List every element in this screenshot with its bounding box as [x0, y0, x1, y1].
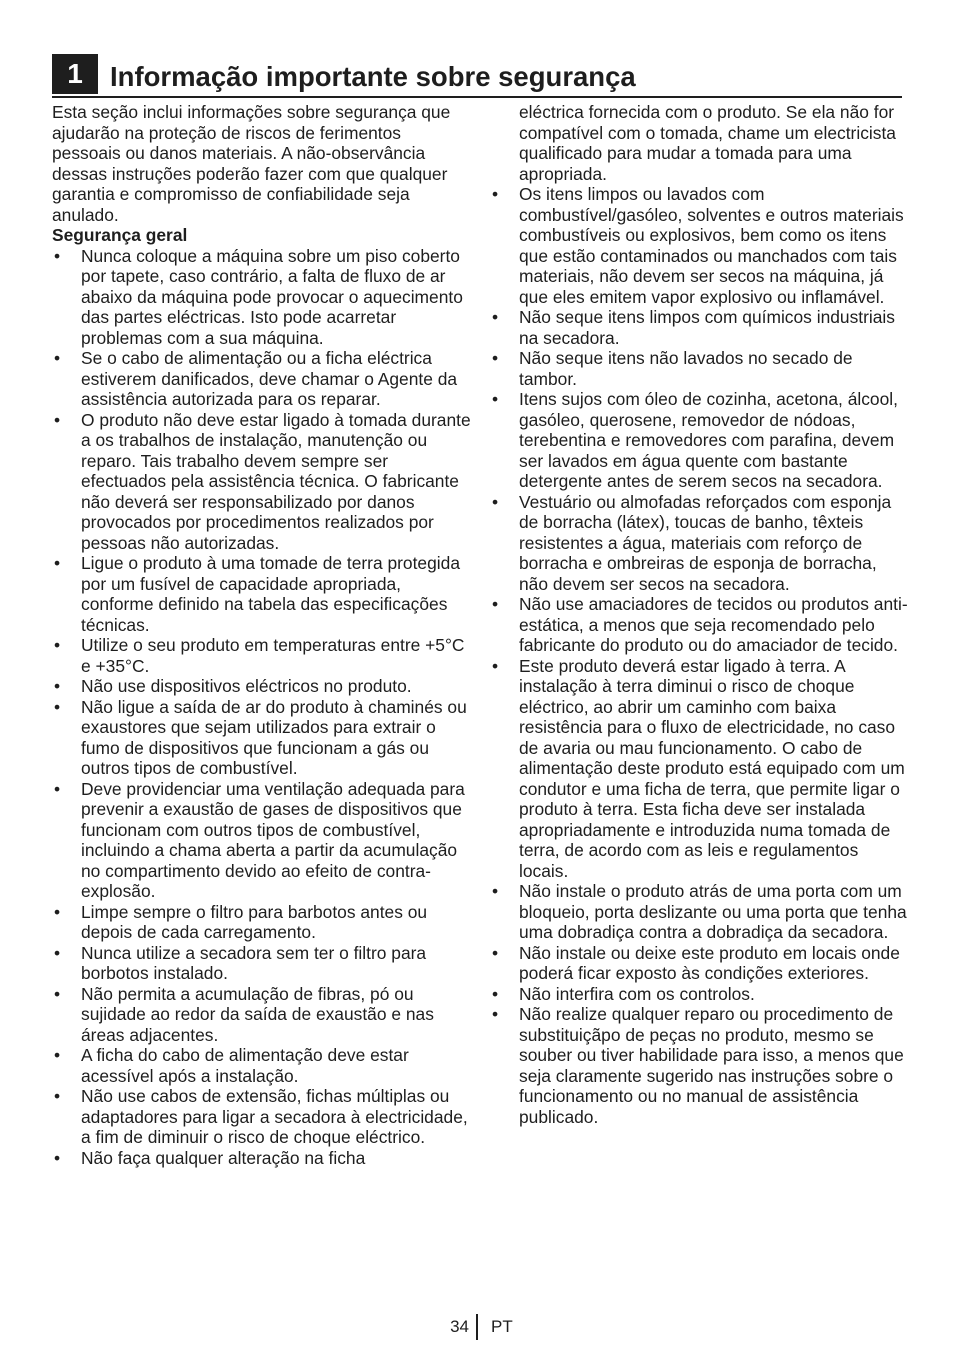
list-item: • Não ligue a saída de ar do produto à chaminés ou exaustores que sejam utilizados para extrair o fumo de dispositivos que funcionam a gás ou outros tipos de combustível.	[52, 697, 472, 779]
list-item: • Nunca coloque a máquina sobre um piso coberto por tapete, caso contrário, a falta de fluxo de ar abaixo da máquina pode provocar o aquecimento das partes eléctricas. Isto pode acarretar problemas com a sua máquina.	[52, 246, 472, 349]
list-item: • Os itens limpos ou lavados com combustível/gasóleo, solventes e outros materiais combustíveis ou explosivos, bem como os itens que estão contaminados ou manchados com tais materiais, não devem ser secos na máquina, já que eles emitem vapor explosivo ou inflamável.	[490, 184, 908, 307]
right-bullet-list	[490, 184, 908, 1127]
section-title: Informação importante sobre segurança	[110, 61, 636, 92]
intro-paragraph: Esta seção inclui informações sobre segurança que ajudarão na proteção de riscos de ferimentos pessoais ou danos materiais. A não-observância dessas instruções poderão fazer com que qualquer garantia e compromisso de confiabilidade seja anulado.	[52, 102, 451, 225]
page-number: 34	[450, 1317, 469, 1336]
list-item: • Ligue o produto à uma tomade de terra protegida por um fusível de capacidade apropriada, conforme definido na tabela das especificações técnicas.	[52, 553, 472, 635]
left-column	[52, 102, 472, 1168]
list-item-continuation: eléctrica fornecida com o produto. Se ela não for compatível com o tomada, chame um electricista qualificado para mudar a tomada para uma apropriada.	[519, 102, 896, 184]
list-item: • Itens sujos com óleo de cozinha, acetona, álcool, gasóleo, querosene, removedor de nódoas, terebentina e removedores com parafina, devem ser lavados em água quente com bastante detergente antes de serem secos na secadora.	[490, 389, 908, 492]
list-item: • O produto não deve estar ligado à tomada durante a os trabalhos de instalação, manutenção ou reparo. Tais trabalho devem sempre ser efectuados pela assistência técnica. O fabricante não deverá ser responsabilizado por danos provocados por procedimentos realizados por pessoas não autorizadas.	[52, 410, 472, 554]
section-number-badge: 1	[52, 54, 98, 94]
list-item: • Não seque itens limpos com químicos industriais na secadora.	[490, 307, 908, 348]
list-item: • Não instale ou deixe este produto em locais onde poderá ficar exposto às condições exteriores.	[490, 943, 908, 984]
list-item: • Vestuário ou almofadas reforçados com esponja de borracha (látex), toucas de banho, têxteis resistentes a água, materiais com reforço de borracha e ombreiras de esponja de borracha, não devem ser secos na secadora.	[490, 492, 908, 595]
list-item: • Não permita a acumulação de fibras, pó ou sujidade ao redor da saída de exaustão e nas áreas adjacentes.	[52, 984, 472, 1046]
list-item: • Não interfira com os controlos.	[490, 984, 908, 1005]
section-header	[52, 54, 902, 98]
right-column	[490, 102, 908, 1127]
list-item: • Este produto deverá estar ligado à terra. A instalação à terra diminui o risco de choque eléctrico, ao abrir um caminho com baixa resistência para o fluxo de electricidade, no caso de avaria ou mau funcionamento. O cabo de alimentação deste produto está equipado com um condutor e uma ficha de terra, que permite ligar o produto à terra. Esta ficha deve ser instalada apropriadamente e introduzida numa tomada de terra, de acordo com as leis e regulamentos locais.	[490, 656, 908, 882]
list-item: • Não realize qualquer reparo ou procedimento de substituiçãpo de peças no produto, mesmo se souber ou tiver habilidade para isso, a menos que seja claramente sugerido nas instruções sobre o funcionamento ou no manual de assistência publicado.	[490, 1004, 908, 1127]
list-item: • Não instale o produto atrás de uma porta com um bloqueio, porta deslizante ou uma porta que tenha uma dobradiça contra a dobradiça da secadora.	[490, 881, 908, 943]
left-bullet-list	[52, 246, 472, 1169]
footer-divider	[476, 1314, 478, 1340]
list-item: • Utilize o seu produto em temperaturas entre +5°C e +35°C.	[52, 635, 472, 676]
list-item: • A ficha do cabo de alimentação deve estar acessível após a instalação.	[52, 1045, 472, 1086]
language-code: PT	[491, 1317, 513, 1336]
list-item: • Se o cabo de alimentação ou a ficha eléctrica estiverem danificados, deve chamar o Agente da assistência autorizada para os reparar.	[52, 348, 472, 410]
list-item: • Limpe sempre o filtro para barbotos antes ou depois de cada carregamento.	[52, 902, 472, 943]
list-item: • Não faça qualquer alteração na ficha	[52, 1148, 472, 1169]
list-item: • Não use dispositivos eléctricos no produto.	[52, 676, 472, 697]
list-item: • Não use cabos de extensão, fichas múltiplas ou adaptadores para ligar a secadora à electricidade, a fim de diminuir o risco de choque eléctrico.	[52, 1086, 472, 1148]
list-item: • Deve providenciar uma ventilação adequada para prevenir a exaustão de gases de dispositivos que funcionam com outros tipos de combustível, incluindo a chama aberta a partir da acumulação no compartimento devido ao efeito de contra-explosão.	[52, 779, 472, 902]
list-item: • Não use amaciadores de tecidos ou produtos anti-estática, a menos que seja recomendado pelo fabricante do produto ou do amaciador de tecido.	[490, 594, 908, 656]
list-item: • Nunca utilize a secadora sem ter o filtro para borbotos instalado.	[52, 943, 472, 984]
page-footer	[0, 1314, 954, 1340]
subheading-general-safety: Segurança geral	[52, 225, 188, 245]
list-item: • Não seque itens não lavados no secado de tambor.	[490, 348, 908, 389]
